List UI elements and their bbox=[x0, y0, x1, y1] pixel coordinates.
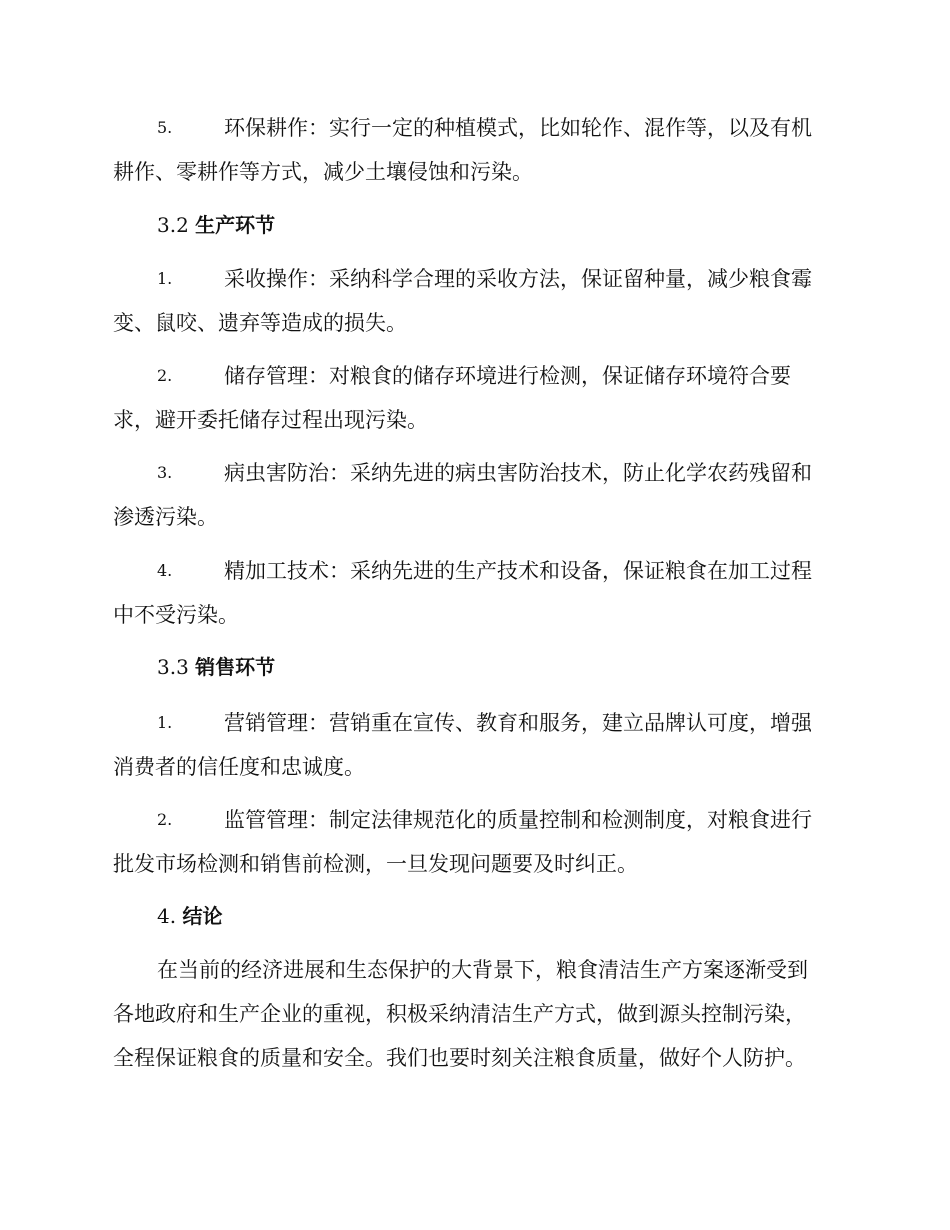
list-item-text-line1: 监管管理：制定法律规范化的质量控制和检测制度，对粮食进行 bbox=[224, 808, 812, 832]
section-number: 3.3 bbox=[157, 655, 189, 679]
list-item-text-line2: 变、鼠咬、遗弃等造成的损失。 bbox=[113, 311, 407, 335]
list-item-text-line1: 环保耕作：实行一定的种植模式，比如轮作、混作等，以及有机 bbox=[224, 116, 812, 140]
list-item-storage bbox=[113, 354, 833, 442]
list-item-number: 5. bbox=[157, 118, 173, 137]
section-title: 结论 bbox=[182, 904, 223, 928]
list-item-pest-control bbox=[113, 451, 833, 539]
paragraph-line: 各地政府和生产企业的重视，积极采纳清洁生产方式，做到源头控制污染， bbox=[113, 1002, 806, 1026]
list-item-text-line1: 病虫害防治：采纳先进的病虫害防治技术，防止化学农药残留和 bbox=[224, 461, 812, 485]
list-item-marketing bbox=[113, 701, 833, 789]
paragraph-line: 在当前的经济进展和生态保护的大背景下，粮食清洁生产方案逐渐受到 bbox=[157, 958, 808, 982]
list-item-text-line2: 消费者的信任度和忠诚度。 bbox=[113, 755, 365, 779]
list-item-number: 2. bbox=[157, 366, 173, 385]
paragraph-line: 全程保证粮食的质量和安全。我们也要时刻关注粮食质量，做好个人防护。 bbox=[113, 1046, 806, 1070]
list-item-text-line2: 中不受污染。 bbox=[113, 603, 239, 627]
conclusion-paragraph bbox=[113, 948, 838, 1080]
list-item-text-line1: 营销管理：营销重在宣传、教育和服务，建立品牌认可度，增强 bbox=[224, 711, 812, 735]
list-item-number: 1. bbox=[157, 713, 173, 732]
list-item-text-line2: 渗透污染。 bbox=[113, 505, 218, 529]
section-title: 销售环节 bbox=[195, 655, 276, 679]
section-heading-3-2 bbox=[157, 210, 275, 240]
list-item-number: 2. bbox=[157, 810, 173, 829]
list-item-eco-farming bbox=[113, 106, 833, 194]
section-number: 4. bbox=[157, 904, 177, 928]
list-item-number: 3. bbox=[157, 463, 173, 482]
list-item-text-line2: 批发市场检测和销售前检测，一旦发现问题要及时纠正。 bbox=[113, 852, 638, 876]
list-item-supervision bbox=[113, 798, 833, 886]
list-item-processing bbox=[113, 549, 833, 637]
list-item-text-line1: 精加工技术：采纳先进的生产技术和设备，保证粮食在加工过程 bbox=[224, 559, 812, 583]
list-item-text-line2: 耕作、零耕作等方式，减少土壤侵蚀和污染。 bbox=[113, 160, 533, 184]
list-item-text-line1: 采收操作：采纳科学合理的采收方法，保证留种量，减少粮食霉 bbox=[224, 267, 812, 291]
section-title: 生产环节 bbox=[195, 213, 276, 237]
list-item-text-line2: 求，避开委托储存过程出现污染。 bbox=[113, 408, 428, 432]
section-heading-3-3 bbox=[157, 652, 275, 682]
section-number: 3.2 bbox=[157, 213, 189, 237]
list-item-number: 4. bbox=[157, 561, 173, 580]
list-item-text-line1: 储存管理：对粮食的储存环境进行检测，保证储存环境符合要 bbox=[224, 364, 791, 388]
list-item-number: 1. bbox=[157, 269, 173, 288]
list-item-harvest bbox=[113, 257, 833, 345]
section-heading-4 bbox=[157, 901, 222, 931]
